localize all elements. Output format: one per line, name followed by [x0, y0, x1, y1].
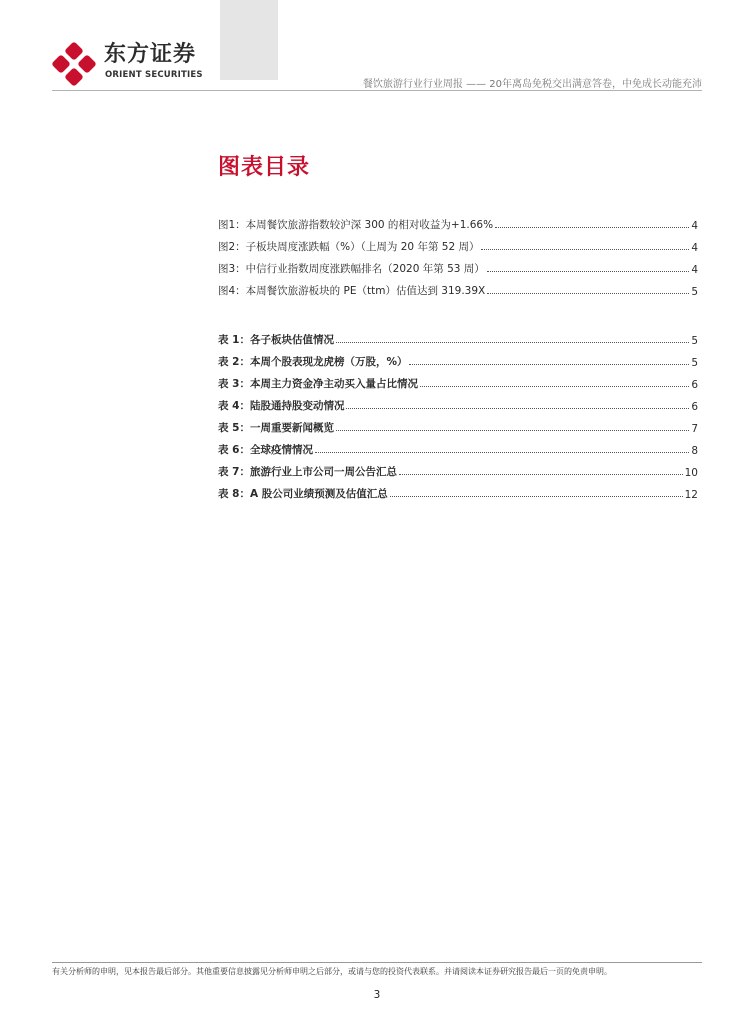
header-divider: [52, 90, 702, 91]
toc-item-page: 6: [691, 379, 698, 391]
dot-leader: [346, 408, 689, 409]
toc-item-label: 图1：本周餐饮旅游指数较沪深 300 的相对收益为+1.66%: [218, 219, 494, 231]
toc-table-item[interactable]: [218, 479, 698, 501]
toc-item-page: 5: [691, 286, 698, 298]
toc-item-page: 4: [691, 242, 698, 254]
toc-table-item[interactable]: [218, 435, 698, 457]
toc-item-page: 5: [691, 335, 698, 347]
toc-item-page: 5: [691, 357, 698, 369]
page-number: 3: [373, 989, 381, 1001]
company-logo: [52, 42, 222, 86]
footer-disclaimer: 有关分析师的申明，见本报告最后部分。其他重要信息披露见分析师申明之后部分，或请与您的投资代表联系。并请阅读本证券研究报告最后一页的免责申明。: [52, 967, 612, 976]
toc-item-label: 表 6：全球疫情情况: [218, 444, 313, 456]
toc-table-item[interactable]: [218, 457, 698, 479]
toc-item-label: 表 8：A 股公司业绩预测及估值汇总: [218, 488, 388, 500]
toc-figure-item[interactable]: [218, 276, 698, 298]
dot-leader: [336, 430, 689, 431]
footer-divider: [52, 962, 702, 963]
toc-item-page: 8: [691, 445, 698, 457]
toc-item-label: 表 1：各子板块估值情况: [218, 334, 334, 346]
dot-leader: [481, 249, 689, 250]
toc-item-label: 表 3：本周主力资金净主动买入量占比情况: [218, 378, 418, 390]
toc-figure-item[interactable]: [218, 232, 698, 254]
toc-item-label: 图3：中信行业指数周度涨跌幅排名（2020 年第 53 周）: [218, 263, 485, 275]
brand-name-cn: 东方证券: [104, 42, 197, 67]
toc-item-label: 表 7：旅游行业上市公司一周公告汇总: [218, 466, 397, 478]
toc-table-item[interactable]: [218, 369, 698, 391]
dot-leader: [390, 496, 683, 497]
toc-figure-item[interactable]: [218, 210, 698, 232]
dot-leader: [409, 364, 689, 365]
dot-leader: [487, 293, 689, 294]
toc-figure-item[interactable]: [218, 254, 698, 276]
report-title: 餐饮旅游行业行业周报 —— 20年离岛免税交出满意答卷，中免成长动能充沛: [362, 79, 702, 90]
toc-table-item[interactable]: [218, 347, 698, 369]
toc-item-label: 图4：本周餐饮旅游板块的 PE（ttm）估值达到 319.39X: [218, 285, 486, 297]
toc-table-item[interactable]: [218, 325, 698, 347]
toc-item-page: 4: [691, 264, 698, 276]
toc-item-page: 7: [691, 423, 698, 435]
toc-item-page: 10: [684, 467, 698, 479]
dot-leader: [420, 386, 689, 387]
toc-heading: 图表目录: [218, 155, 311, 180]
toc-table-item[interactable]: [218, 391, 698, 413]
toc-item-label: 表 2：本周个股表现龙虎榜（万股，%）: [218, 356, 408, 368]
header-decor-band: [220, 0, 278, 80]
toc-item-label: 表 5：一周重要新闻概览: [218, 422, 334, 434]
toc-table-item[interactable]: [218, 413, 698, 435]
table-list: [218, 325, 698, 501]
toc-item-page: 4: [691, 220, 698, 232]
figure-list: [218, 210, 698, 298]
dot-leader: [487, 271, 690, 272]
dot-leader: [315, 452, 689, 453]
toc-item-page: 6: [691, 401, 698, 413]
toc-item-page: 12: [684, 489, 698, 501]
dot-leader: [336, 342, 689, 343]
orient-logo-icon: [52, 42, 96, 86]
brand-name-en: ORIENT SECURITIES: [105, 70, 203, 80]
dot-leader: [495, 227, 689, 228]
toc-item-label: 表 4：陆股通持股变动情况: [218, 400, 345, 412]
toc-item-label: 图2：子板块周度涨跌幅（%）（上周为 20 年第 52 周）: [218, 241, 480, 253]
dot-leader: [399, 474, 683, 475]
